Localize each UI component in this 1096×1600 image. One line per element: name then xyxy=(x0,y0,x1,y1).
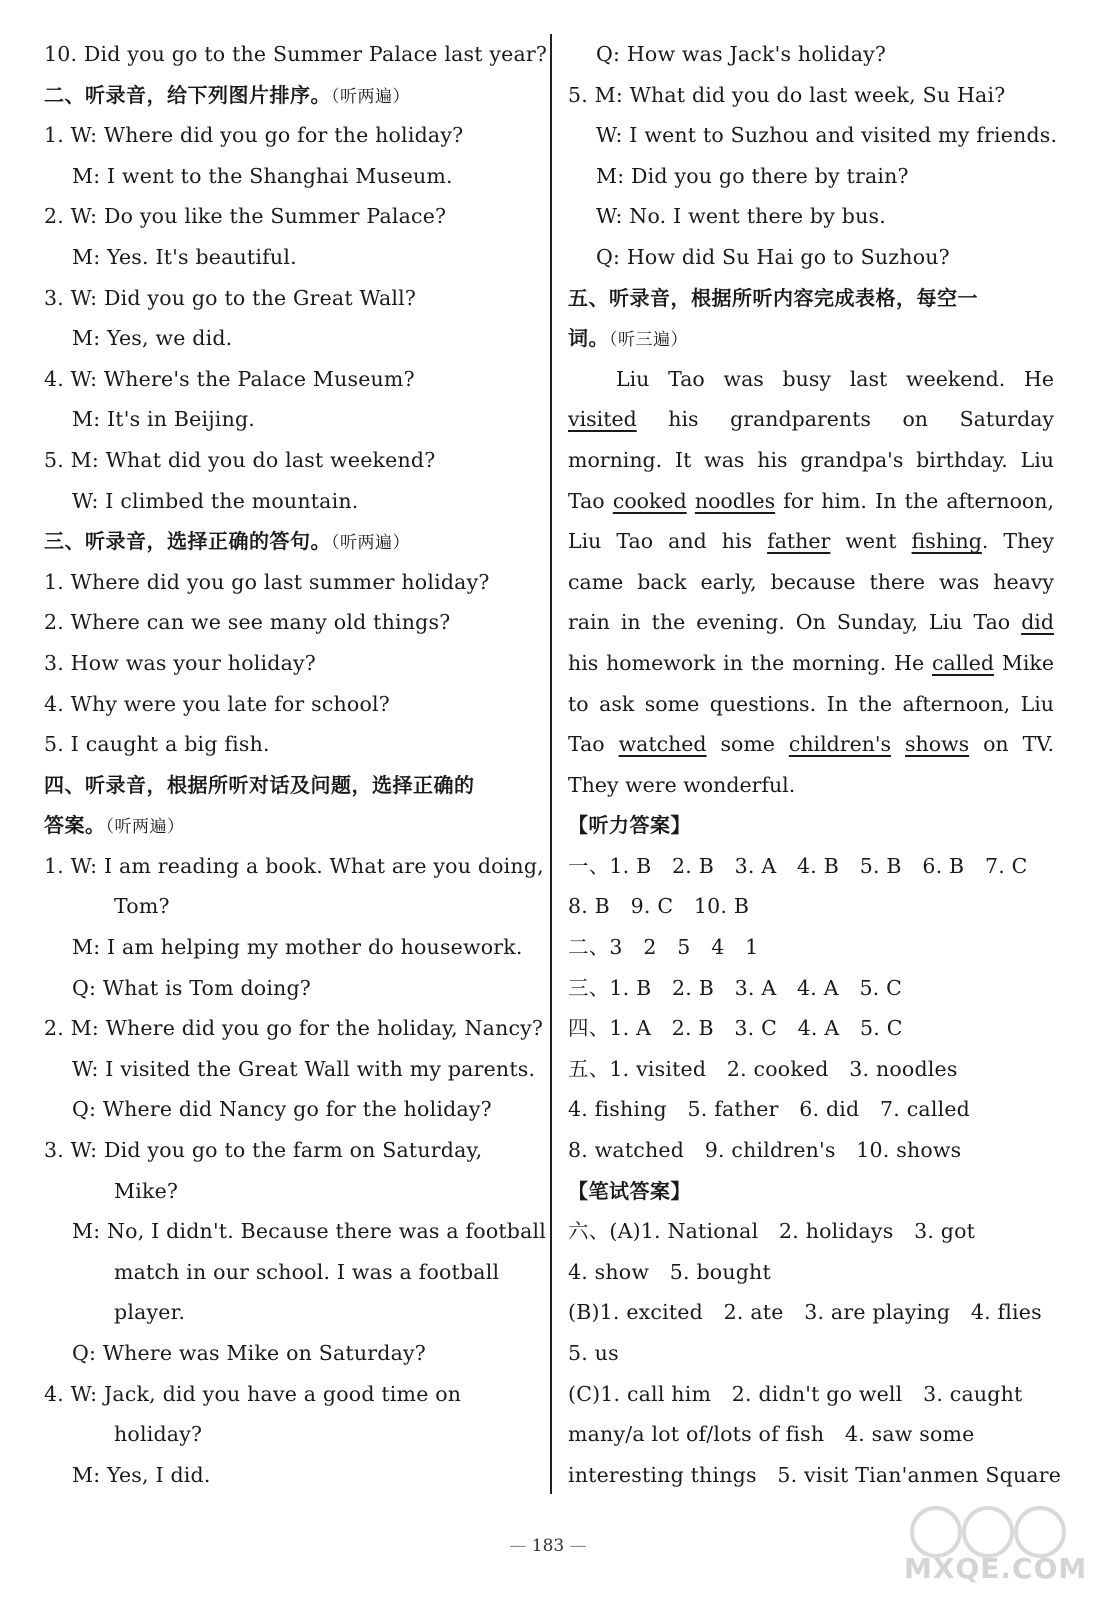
text-line: M: Yes, we did. xyxy=(72,326,233,351)
text-line: Q: What is Tom doing? xyxy=(72,975,311,1000)
text-line: M: Yes. It's beautiful. xyxy=(72,244,297,269)
section-heading: 二、听录音，给下列图片排序。（听两遍） xyxy=(44,82,410,107)
text-line: 三、1. B 2. B 3. A 4. A 5. C xyxy=(568,975,903,1000)
text-line: 3. How was your holiday? xyxy=(44,650,316,675)
text-line: 一、1. B 2. B 3. A 4. B 5. B 6. B 7. C xyxy=(568,853,1028,878)
text-line: Q: Where did Nancy go for the holiday? xyxy=(72,1097,492,1122)
section-heading: 【笔试答案】 xyxy=(568,1178,691,1203)
answer-key xyxy=(568,805,1062,1495)
text-line: (C)1. call him 2. didn't go well 3. caught xyxy=(568,1381,1023,1406)
repeat-note: （听两遍） xyxy=(105,817,185,838)
text-line: 5. I caught a big fish. xyxy=(44,732,270,757)
section-heading: 四、听录音，根据所听对话及问题，选择正确的 xyxy=(44,772,475,797)
text-line: 4. W: Where's the Palace Museum? xyxy=(44,366,415,391)
text-line: M: Yes, I did. xyxy=(72,1462,211,1487)
text-line: 2. Where can we see many old things? xyxy=(44,610,451,635)
text-line: Q: Where was Mike on Saturday? xyxy=(72,1341,426,1365)
passage-text: his homework in the morning. He xyxy=(568,650,932,675)
text-line: W: I climbed the mountain. xyxy=(72,488,359,513)
text-line: Tom? xyxy=(114,894,170,919)
text-line: interesting things 5. visit Tian'anmen Square xyxy=(568,1462,1062,1487)
section-heading: 答案。（听两遍） xyxy=(44,813,185,838)
answer-blank: called xyxy=(931,650,995,675)
answer-blank: children's xyxy=(788,732,892,757)
repeat-note: （听三遍） xyxy=(609,330,688,351)
text-line: 10. Did you go to the Summer Palace last year? xyxy=(44,42,548,66)
text-line: Q: How did Su Hai go to Suzhou? xyxy=(596,244,950,269)
watermark-text: MXQE.COM xyxy=(904,1552,1088,1585)
text-line: M: I went to the Shanghai Museum. xyxy=(72,163,453,188)
answer-blank: noodles xyxy=(694,488,776,513)
text-line: M: No, I didn't. Because there was a football xyxy=(72,1219,547,1244)
right-column xyxy=(568,34,1062,1495)
answer-blank: watched xyxy=(618,732,707,757)
passage-paragraph xyxy=(568,359,1054,806)
text-line: M: It's in Beijing. xyxy=(72,407,256,432)
text-line: 2. W: Do you like the Summer Palace? xyxy=(44,204,447,229)
watermark-ring-icon xyxy=(1014,1506,1066,1558)
text-line: 5. us xyxy=(568,1341,619,1365)
text-line: M: Did you go there by train? xyxy=(596,163,909,188)
text-line: holiday? xyxy=(114,1422,203,1447)
watermark-ring-icon xyxy=(962,1506,1014,1558)
text-line: M: I am helping my mother do housework. xyxy=(72,935,523,960)
answer-blank: visited xyxy=(568,407,637,432)
passage-text: Mike to ask some questions. In the afternoon, Liu Tao xyxy=(568,650,1054,757)
text-line: 3. W: Did you go to the Great Wall? xyxy=(44,285,417,310)
text-line: 4. fishing 5. father 6. did 7. called xyxy=(568,1097,971,1122)
text-line: W: No. I went there by bus. xyxy=(596,204,886,229)
text-line: 六、(A)1. National 2. holidays 3. got xyxy=(568,1219,976,1244)
right-transcript xyxy=(568,34,1058,359)
text-line: Q: How was Jack's holiday? xyxy=(596,42,887,66)
passage-text: went xyxy=(830,529,912,554)
passage-text: some xyxy=(706,732,789,757)
passage-text xyxy=(687,489,695,513)
text-line: 8. B 9. C 10. B xyxy=(568,894,750,919)
text-line: 3. W: Did you go to the farm on Saturday, xyxy=(44,1138,483,1163)
answer-blank: did xyxy=(1021,610,1054,635)
text-line: Mike? xyxy=(114,1178,179,1203)
passage-text: . They came back early, because there was heavy rain in the evening. On Sunday, Liu Tao xyxy=(568,529,1054,635)
text-line: 8. watched 9. children's 10. shows xyxy=(568,1138,962,1163)
text-line: 4. W: Jack, did you have a good time on xyxy=(44,1381,462,1406)
text-line: W: I went to Suzhou and visited my friends. xyxy=(596,123,1058,148)
column-divider xyxy=(550,34,552,1494)
section-heading: 【听力答案】 xyxy=(568,813,691,838)
text-line: 四、1. A 2. B 3. C 4. A 5. C xyxy=(568,1016,903,1041)
text-line: (B)1. excited 2. ate 3. are playing 4. flies xyxy=(568,1300,1042,1325)
text-line: many/a lot of/lots of fish 4. saw some xyxy=(568,1422,975,1447)
text-line: 4. Why were you late for school? xyxy=(44,691,390,716)
text-line: 5. M: What did you do last weekend? xyxy=(44,447,436,472)
text-line: 5. M: What did you do last week, Su Hai? xyxy=(568,82,1006,107)
passage-text: his grandparents on Saturday morning. It was his grandpa's birthday. Liu Tao xyxy=(568,407,1054,513)
text-line: 1. W: I am reading a book. What are you doing, xyxy=(44,853,544,878)
passage-text xyxy=(891,732,905,756)
page-number-text: 183 xyxy=(531,1536,565,1556)
watermark-ring-icon xyxy=(910,1506,962,1558)
repeat-note: （听两遍） xyxy=(331,86,410,107)
text-line: 4. show 5. bought xyxy=(568,1259,771,1284)
answer-blank: fishing xyxy=(911,529,982,554)
left-column xyxy=(44,34,548,1495)
repeat-note: （听两遍） xyxy=(331,533,410,554)
text-line: W: I visited the Great Wall with my parents. xyxy=(72,1056,536,1081)
page-number: — 183 — xyxy=(509,1536,587,1556)
text-line: 二、3 2 5 4 1 xyxy=(568,935,759,960)
section-heading: 五、听录音，根据所听内容完成表格，每空一 xyxy=(568,285,978,310)
text-line: 五、1. visited 2. cooked 3. noodles xyxy=(568,1056,958,1081)
answer-blank: father xyxy=(767,529,831,554)
text-line: 1. W: Where did you go for the holiday? xyxy=(44,123,464,148)
passage-text: Liu Tao was busy last weekend. He xyxy=(616,366,1054,391)
section-heading: 词。（听三遍） xyxy=(568,326,688,351)
text-line: 1. Where did you go last summer holiday? xyxy=(44,569,490,594)
text-line: match in our school. I was a football xyxy=(114,1259,500,1284)
passage-text: on TV. They were wonderful. xyxy=(568,732,1054,797)
passage-text: for him. In the afternoon, Liu Tao and his xyxy=(568,488,1054,554)
text-line: 2. M: Where did you go for the holiday, Nancy? xyxy=(44,1016,544,1041)
answer-blank: cooked xyxy=(612,488,687,513)
section-heading: 三、听录音，选择正确的答句。（听两遍） xyxy=(44,529,410,554)
answer-blank: shows xyxy=(905,732,970,757)
text-line: player. xyxy=(114,1300,186,1325)
